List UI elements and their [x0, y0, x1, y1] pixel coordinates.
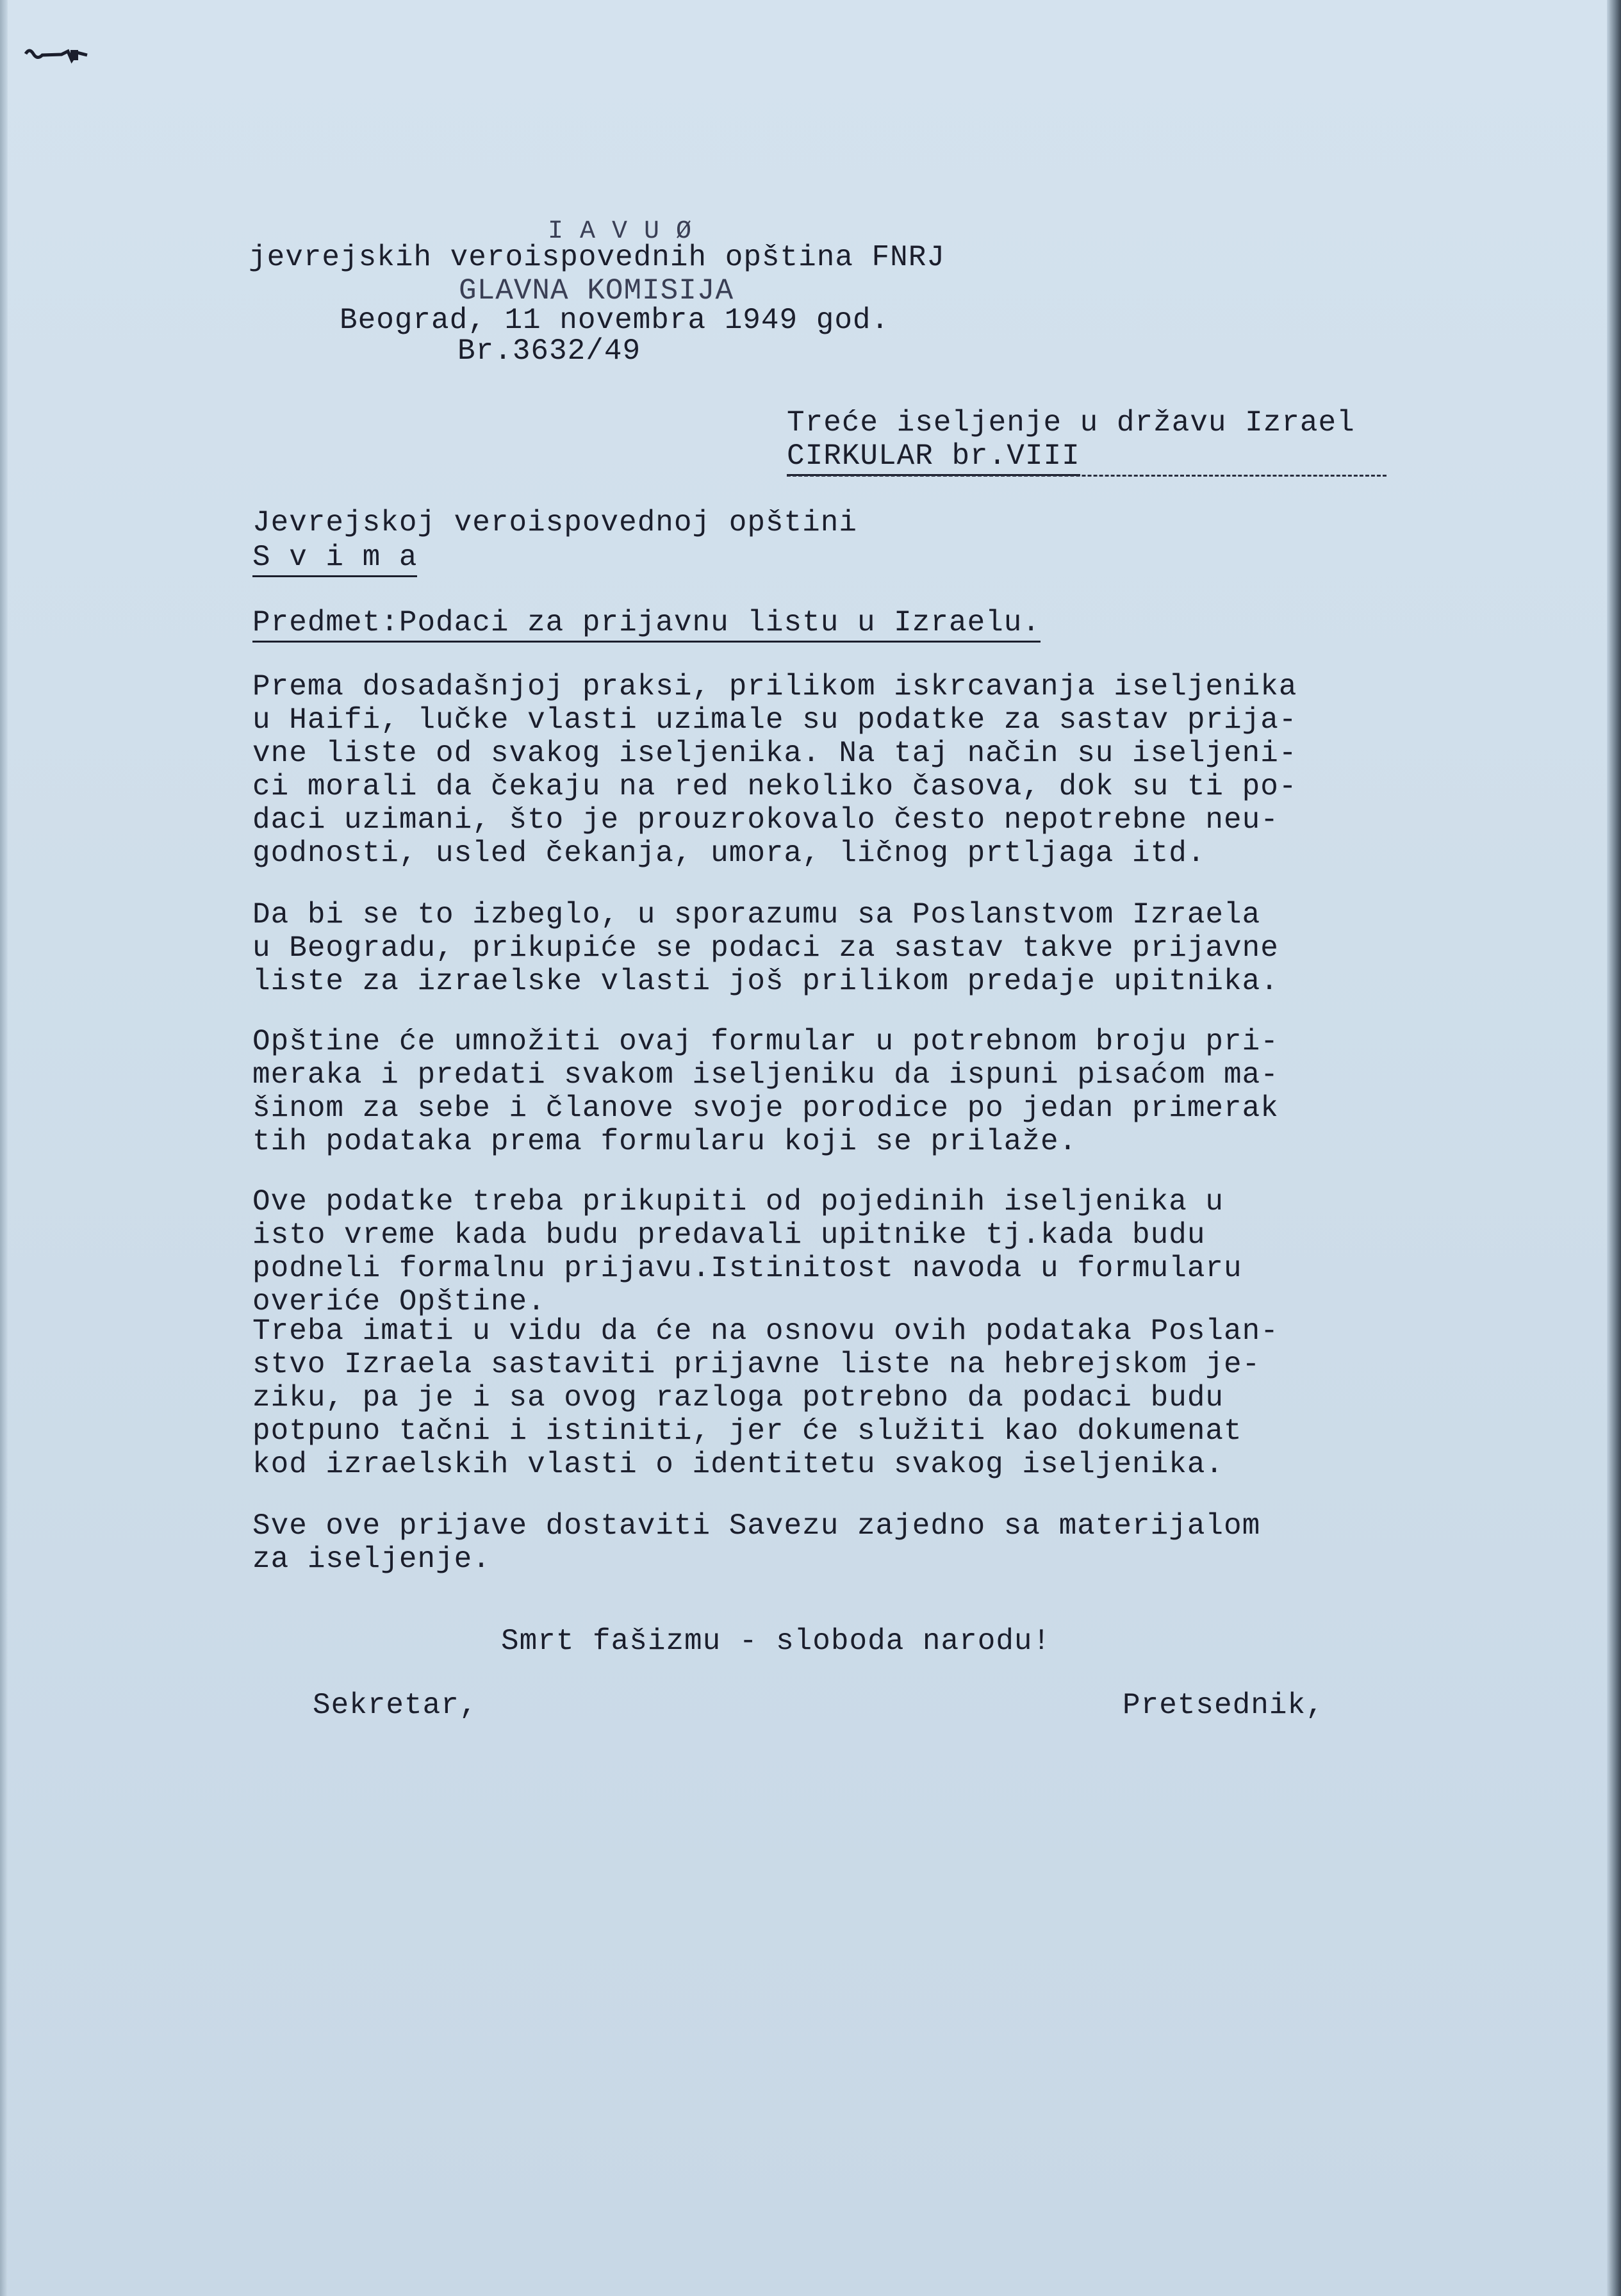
subject-line-1: Treće iseljenje u državu Izrael — [787, 406, 1355, 439]
paragraph-4-line-2: isto vreme kada budu predavali upitnike tj.kada budu — [252, 1218, 1206, 1252]
paragraph-1-line-3: vne liste od svakog iseljenika. Na taj način su iseljeni- — [252, 737, 1297, 770]
paragraph-3-line-3: šinom za sebe i članove svoje porodice po jedan primerak — [252, 1092, 1279, 1125]
recipient-line-1: Jevrejskoj veroispovednoj opštini — [252, 506, 857, 539]
paragraph-4-line-1: Ove podatke treba prikupiti od pojedinih iseljenika u — [252, 1185, 1224, 1218]
circular-number — [787, 437, 1080, 475]
paragraph-1-line-6: godnosti, usled čekanja, umora, ličnog prtljaga itd. — [252, 837, 1206, 870]
page-right-edge — [1607, 0, 1621, 2296]
recipient-line-2-text: S v i m a — [252, 541, 417, 577]
paragraph-4-line-4: overiće Opštine. — [252, 1285, 546, 1318]
header-reference-number: Br.3632/49 — [457, 334, 641, 368]
paragraph-4-line-7: ziku, pa je i sa ovog razloga potrebno da podaci budu — [252, 1381, 1224, 1414]
header-organization: jevrejskih veroispovednih opština FNRJ — [249, 241, 945, 274]
recipient-line-2 — [252, 538, 417, 577]
paragraph-3-line-1: Opštine će umnožiti ovaj formular u potrebnom broju pri- — [252, 1025, 1279, 1058]
paragraph-4-line-6: stvo Izraela sastaviti prijavne liste na hebrejskom je- — [252, 1348, 1261, 1381]
paragraph-5-line-2: za iseljenje. — [252, 1543, 491, 1576]
predmet-line — [252, 603, 1041, 642]
paragraph-3-line-2: meraka i predati svakom iseljeniku da ispuni pisaćom ma- — [252, 1058, 1279, 1092]
paragraph-1-line-5: daci uzimani, što je prouzrokovalo često nepotrebne neu- — [252, 803, 1279, 837]
paragraph-5-line-1: Sve ove prijave dostaviti Savezu zajedno sa materijalom — [252, 1509, 1261, 1543]
closing-slogan: Smrt fašizmu - sloboda narodu! — [501, 1625, 1051, 1658]
page-left-edge — [0, 0, 8, 2296]
paragraph-4-line-8: potpuno tačni i istiniti, jer će služiti kao dokumenat — [252, 1414, 1242, 1448]
predmet-text: Predmet:Podaci za prijavnu listu u Izraelu. — [252, 606, 1041, 643]
paragraph-1-line-2: u Haifi, lučke vlasti uzimale su podatke za sastav prija- — [252, 703, 1297, 737]
paragraph-1-line-4: ci morali da čekaju na red nekoliko časova, dok su ti po- — [252, 770, 1297, 803]
paragraph-2-line-1: Da bi se to izbeglo, u sporazumu sa Poslanstvom Izraela — [252, 898, 1261, 931]
corner-ink-mark — [23, 45, 94, 64]
circular-number-text: CIRKULAR br.VIII — [787, 439, 1080, 476]
paragraph-4-line-9: kod izraelskih vlasti o identitetu svakog iseljenika. — [252, 1448, 1224, 1481]
paragraph-4-line-3: podneli formalnu prijavu.Istinitost navoda u formularu — [252, 1252, 1242, 1285]
paragraph-2-line-3: liste za izraelske vlasti još prilikom predaje upitnika. — [252, 965, 1279, 998]
header-place-date: Beograd, 11 novembra 1949 god. — [340, 304, 890, 337]
header-commission: GLAVNA KOMISIJA — [459, 274, 734, 308]
paragraph-1-line-1: Prema dosadašnjoj praksi, prilikom iskrcavanja iseljenika — [252, 670, 1297, 703]
president-signature-label: Pretsednik, — [1123, 1689, 1324, 1722]
header-stamp-marks: I A V U Ø — [548, 217, 693, 246]
secretary-signature-label: Sekretar, — [313, 1689, 478, 1722]
paragraph-2-line-2: u Beogradu, prikupiće se podaci za sastav takve prijavne — [252, 931, 1279, 965]
subject-rule — [787, 475, 1386, 477]
paragraph-3-line-4: tih podataka prema formularu koji se prilaže. — [252, 1125, 1078, 1158]
paragraph-4-line-5: Treba imati u vidu da će na osnovu ovih podataka Poslan- — [252, 1315, 1279, 1348]
